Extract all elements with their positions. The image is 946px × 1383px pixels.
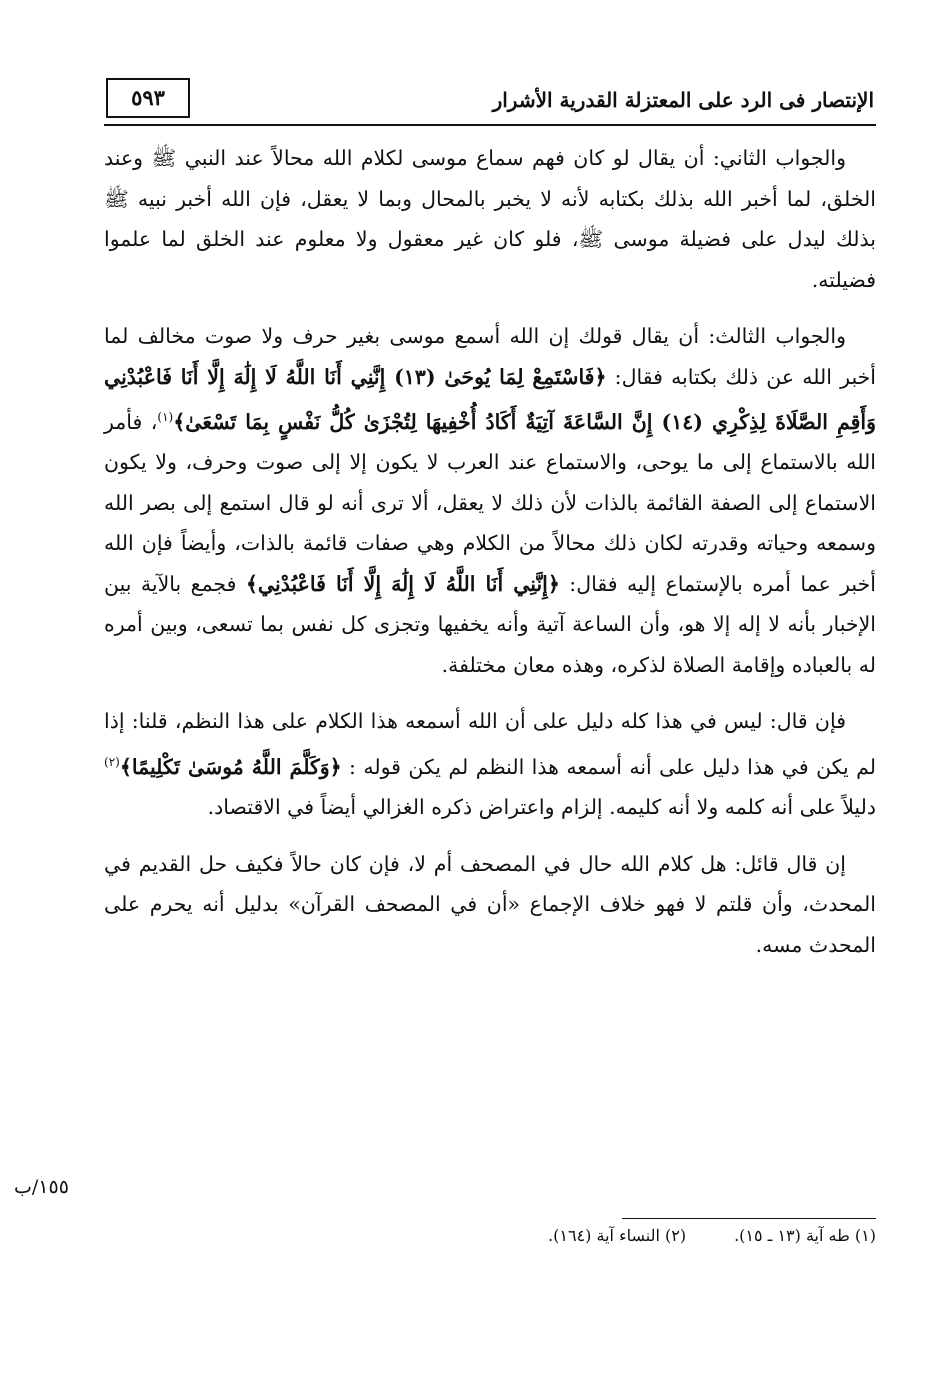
quran-quote: ﴿فَاسْتَمِعْ لِمَا يُوحَىٰ (١٣) إِنَّنِي أَنَا اللَّهُ لَا إِلَٰهَ إِلَّا أَنَا فَاعْبُدْنِي وَأَقِمِ الصَّلَاةَ لِذِكْرِي (١٤) إِنَّ السَّاعَةَ آتِيَةٌ أَكَادُ أُخْفِيهَا لِتُجْزَىٰ كُلُّ نَفْسٍ بِمَا تَسْعَىٰ﴾ [104, 364, 876, 434]
paragraph-text: ، فأمر الله بالاستماع إلى ما يوحى، والاستماع عند العرب لا يكون إلا إلى صوت وحرف، ولا يكون الاستماع إلى الصفة القائمة بالذات لأن ذلك لا يعقل، ألا ترى أنه لو قال استمع إلى بصر الله وسمعه وحياته وقدرته لكان ذلك محالاً من الكلام وهي صفات قائمة بالذات، وأيضاً فإن الله أخبر عما أمره بالإستماع إليه فقال: [104, 409, 876, 596]
paragraph [104, 316, 876, 685]
paragraph-text: والجواب الثالث: أن يقال قولك إن الله أسمع موسى بغير حرف ولا صوت مخالف لما أخبر الله عن ذلك بكتابه فقال: [104, 324, 876, 389]
paragraph [104, 844, 876, 966]
footnote-2: (٢) النساء آية (١٦٤). [548, 1226, 687, 1245]
page-number: ٥٩٣ [106, 78, 190, 118]
manuscript-folio-note: ١٥٥/ب [14, 1176, 69, 1198]
paragraph-text: والجواب الثاني: أن يقال لو كان فهم سماع موسى لكلام الله محالاً عند النبي ﷺ وعند الخلق، لما أخبر الله بذلك بكتابه لأنه لا يخبر بالمحال وبما لا يعقل، فإن الله أخبر نبيه ﷺ بذلك ليدل على فضيلة موسى ﷺ، فلو كان غير معقول ولا معلوم عند الخلق لما علموا فضيلته. [104, 146, 876, 292]
paragraph-text: فإن قال: ليس في هذا كله دليل على أن الله أسمعه هذا الكلام على هذا النظم، قلنا: إذا لم يكن في هذا دليل على أنه أسمعه هذا النظم لم يكن قوله : [104, 709, 876, 779]
footnotes [548, 1226, 876, 1245]
header-divider [104, 124, 876, 126]
body-text [104, 138, 876, 981]
paragraph [104, 138, 876, 300]
footnote-divider [622, 1218, 876, 1219]
running-header: الإنتصار فى الرد على المعتزلة القدرية الأشرار [492, 88, 874, 112]
footnote-1: (١) طه آية (١٣ ـ ١٥). [734, 1226, 876, 1245]
footnote-ref: (٢) [104, 754, 120, 769]
paragraph-text: دليلاً على أنه كلمه ولا أنه كليمه. إلزام واعتراض ذكره الغزالي أيضاً في الاقتصاد. [207, 795, 876, 820]
paragraph-text: إن قال قائل: هل كلام الله حال في المصحف أم لا، فإن كان حالاً فكيف حل القديم في المحدث، وأن قلتم لا فهو خلاف الإجماع «أن في المصحف القرآن» بدليل أنه يحرم على المحدث مسه. [104, 851, 876, 957]
paragraph [104, 701, 876, 827]
quran-quote: ﴿وَكَلَّمَ اللَّهُ مُوسَىٰ تَكْلِيمًا﴾ [119, 754, 342, 779]
quran-quote: ﴿إِنَّنِي أَنَا اللَّهُ لَا إِلَٰهَ إِلَّا أَنَا فَاعْبُدْنِي﴾ [245, 571, 560, 596]
footnote-ref: (١) [157, 410, 174, 424]
paragraph-text: فجمع بالآية بين الإخبار بأنه لا إله إلا هو، وأن الساعة آتية وأنه يخفيها وتجزى كل نفس بما تسعى، وبين أمره له بالعباده وإقامة الصلاة لذكره، وهذه معان مختلفة. [104, 571, 876, 677]
